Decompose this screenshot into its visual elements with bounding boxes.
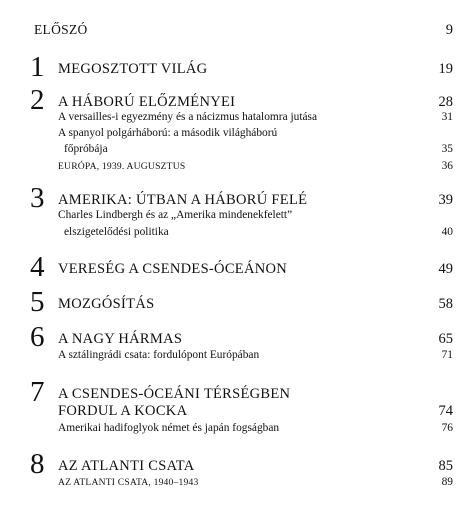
chapter-title-line-2: FORDUL A KOCKA bbox=[58, 403, 188, 419]
subsection-title: AZ ATLANTI CSATA, 1940–1943 bbox=[58, 477, 199, 488]
subsection-page: 76 bbox=[441, 422, 453, 434]
subsection-title: A spanyol polgárháború: a második világháború bbox=[58, 127, 278, 139]
chapter-number: 6 bbox=[30, 321, 45, 353]
subsection-title-continued: főpróbája bbox=[64, 143, 108, 155]
subsection-title: EURÓPA, 1939. AUGUSZTUS bbox=[58, 161, 186, 172]
chapter-number: 1 bbox=[30, 51, 45, 83]
chapter-title: MEGOSZTOTT VILÁG bbox=[58, 61, 208, 77]
chapter-number: 5 bbox=[30, 286, 45, 318]
chapter-page: 19 bbox=[438, 61, 453, 77]
chapter-title: A NAGY HÁRMAS bbox=[58, 331, 183, 347]
chapter-page: 49 bbox=[438, 261, 453, 277]
subsection-title: Charles Lindbergh és az „Amerika mindenekfelett” bbox=[58, 209, 293, 221]
chapter-title: AMERIKA: ÚTBAN A HÁBORÚ FELÉ bbox=[58, 192, 308, 208]
chapter-number: 8 bbox=[30, 448, 45, 480]
subsection-page: 36 bbox=[441, 160, 453, 172]
chapter-page: 74 bbox=[438, 403, 453, 419]
subsection-page: 71 bbox=[441, 349, 453, 361]
subsection-page: 35 bbox=[441, 143, 453, 155]
subsection-page: 31 bbox=[441, 111, 453, 123]
chapter-title: MOZGÓSÍTÁS bbox=[58, 296, 155, 312]
foreword-page: 9 bbox=[445, 22, 453, 38]
chapter-page: 28 bbox=[438, 94, 453, 110]
subsection-title-continued: elszigetelődési politika bbox=[64, 226, 169, 238]
chapter-page: 58 bbox=[438, 296, 453, 312]
subsection-title: A versailles-i egyezmény és a nácizmus hatalomra jutása bbox=[58, 111, 318, 123]
chapter-title: AZ ATLANTI CSATA bbox=[58, 458, 195, 474]
chapter-title-line-1: A CSENDES-ÓCEÁNI TÉRSÉGBEN bbox=[58, 386, 291, 402]
subsection-title: Amerikai hadifoglyok német és japán fogságban bbox=[58, 422, 280, 434]
chapter-page: 85 bbox=[438, 458, 453, 474]
chapter-number: 4 bbox=[30, 251, 45, 283]
foreword-title: ELŐSZÓ bbox=[34, 22, 88, 37]
chapter-title: VERESÉG A CSENDES-ÓCEÁNON bbox=[58, 261, 288, 277]
chapter-number: 2 bbox=[30, 84, 45, 116]
chapter-title: A HÁBORÚ ELŐZMÉNYEI bbox=[58, 94, 236, 110]
subsection-title: A sztálingrádi csata: fordulópont Európában bbox=[58, 349, 260, 361]
chapter-page: 39 bbox=[438, 192, 453, 208]
chapter-number: 3 bbox=[30, 182, 45, 214]
subsection-page: 89 bbox=[441, 476, 453, 488]
subsection-page: 40 bbox=[441, 226, 453, 238]
chapter-number: 7 bbox=[30, 376, 45, 408]
chapter-page: 65 bbox=[438, 331, 453, 347]
